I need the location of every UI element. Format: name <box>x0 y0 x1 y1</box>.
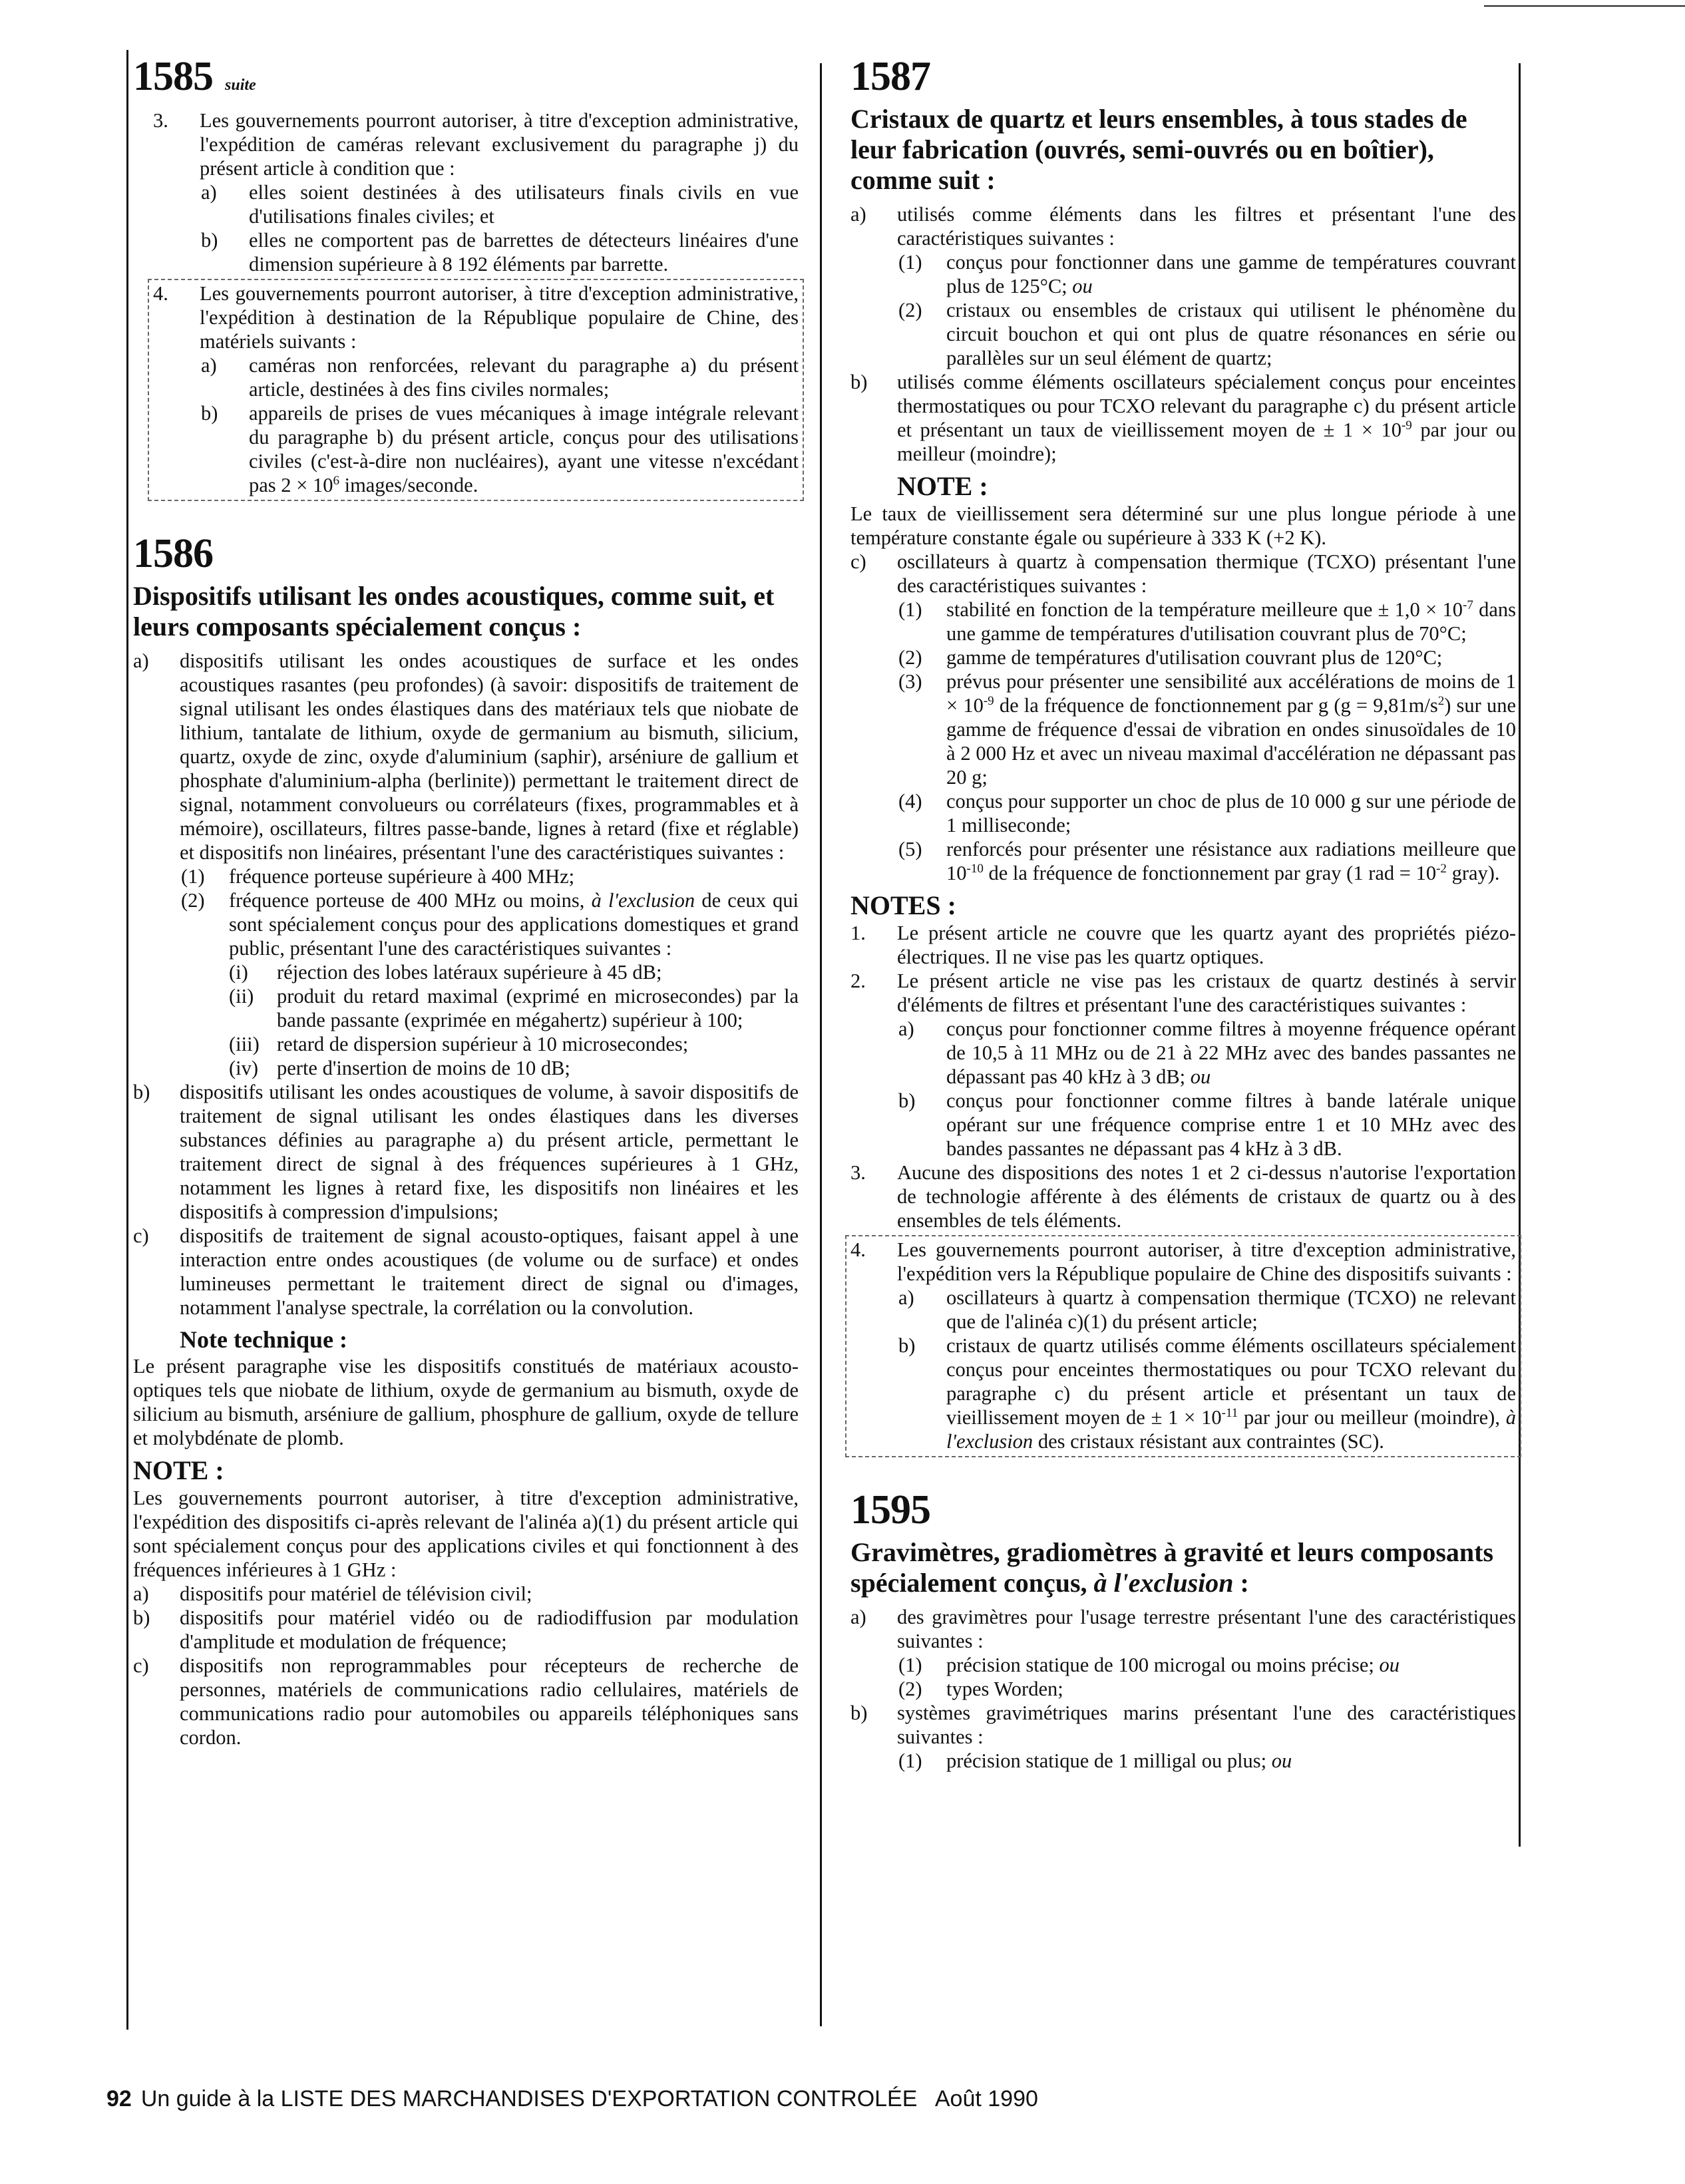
list-item: c) dispositifs non reprogrammables pour récepteurs de recherche de personnes, matériels de communications radio cellulaires, matériels de communications radio pour automobiles ou appareils téléphoniques sans cordon. <box>133 1654 799 1749</box>
note-text: Les gouvernements pourront autoriser, à titre d'exception administrative, l'expédition des dispositifs ci-après relevant de l'alinéa a)(1) du présent article qui sont spécialement conçus pour des applications civiles et qui fonctionnent à des fréquences inférieures à 1 GHz : <box>133 1487 799 1581</box>
list-item: (1) conçus pour fonctionner dans une gamme de températures couvrant plus de 125°C; ou <box>898 251 1516 297</box>
top-edge-line <box>1484 5 1685 7</box>
right-margin-rule <box>1519 63 1521 1847</box>
note-text: Le taux de vieillissement sera déterminé sur une plus longue période à une température constante égale ou supérieure à 333 K (+2 K). <box>850 502 1516 549</box>
list-item: (3) prévus pour présenter une sensibilité aux accélérations de moins de $1 \times 10^{-9}$ de la fréquence de fonctionnement par g $(g = 9,81m/s^2)$ sur une gamme de fréquence d'essai de vibration en ondes sinusoïdales de 10 à 2 000 Hz et avec un niveau maximal d'accélération ne dépassant pas 20 g; <box>898 670 1516 789</box>
list-item: (1) fréquence porteuse supérieure à 400 MHz; <box>181 865 575 888</box>
notes-heading: NOTES : <box>850 890 956 920</box>
list-item: a) caméras non renforcées, relevant du paragraphe a) du présent article, destinées à des fins civiles normales; <box>201 354 799 401</box>
list-item: b) systèmes gravimétriques marins présentant l'une des caractéristiques suivantes : <box>850 1702 1516 1748</box>
list-item: a) elles soient destinées à des utilisateurs finals civils en vue d'utilisations finales civiles; et <box>201 181 799 228</box>
list-item: 3. Aucune des dispositions des notes 1 et 2 ci-dessus n'autorise l'exportation de technologie afférente à des éléments de cristaux de quartz ou à des ensembles de tels éléments. <box>850 1161 1516 1232</box>
list-item: (i) réjection des lobes latéraux supérieure à 45 dB; <box>229 961 662 984</box>
suite-label: suite <box>225 77 256 94</box>
note-heading: NOTE : <box>897 471 988 501</box>
article-1586-title: Dispositifs utilisant les ondes acoustiques, comme suit, et leurs composants spécialement conçus : <box>133 581 775 641</box>
list-item: 1. Le présent article ne couvre que les quartz ayant des propriétés piézo-électriques. Il ne vise pas les quartz optiques. <box>850 922 1516 968</box>
article-1595-number: 1595 <box>850 1487 930 1533</box>
list-item: (2) types Worden; <box>898 1678 1063 1700</box>
article-1595-title: Gravimètres, gradiomètres à gravité et leurs composants spécialement conçus, à l'exclusion : <box>850 1537 1494 1598</box>
list-item: (1) précision statique de 1 milligal ou plus; ou <box>898 1749 1292 1772</box>
list-item: b) utilisés comme éléments oscillateurs spécialement conçus pour enceintes thermostatiques ou pour TCXO relevant du paragraphe c) du présent article et présentant un taux de vieillissement moyen de ± $1 \times 10^{-9}$ par jour ou meilleur (moindre); <box>850 371 1517 465</box>
technical-note-heading: Note technique : <box>180 1326 347 1353</box>
list-item: a) des gravimètres pour l'usage terrestre présentant l'une des caractéristiques suivantes : <box>850 1606 1516 1652</box>
list-item: b) dispositifs pour matériel vidéo ou de radiodiffusion par modulation d'amplitude et modulation de fréquence; <box>133 1606 799 1653</box>
list-item: a) utilisés comme éléments dans les filtres et présentant l'une des caractéristiques suivantes : <box>850 203 1516 250</box>
article-1587-number: 1587 <box>850 54 930 99</box>
right-column <box>850 53 1516 1773</box>
article-1587-title: Cristaux de quartz et leurs ensembles, à tous stades de leur fabrication (ouvrés, semi-ouvrés ou en boîtier), comme suit : <box>850 104 1467 195</box>
list-item: (2) gamme de températures d'utilisation couvrant plus de 120°C; <box>898 646 1443 669</box>
list-item: c) oscillateurs à quartz à compensation thermique (TCXO) présentant l'une des caractéristiques suivantes : <box>850 550 1516 597</box>
list-item: 2. Le présent article ne vise pas les cristaux de quartz destinés à servir d'éléments de filtres et présentant l'une des caractéristiques suivantes : <box>850 970 1516 1016</box>
page-footer <box>106 2086 1038 2112</box>
list-item: (1) stabilité en fonction de la température meilleure que ± $1,0 \times 10^{-7}$ dans une gamme de températures d'utilisation couvrant plus de 70°C; <box>898 598 1516 645</box>
page-number: 92 <box>106 2086 132 2111</box>
footer-text: Un guide à la LISTE DES MARCHANDISES D'EXPORTATION CONTROLÉE Août 1990 <box>140 2086 1038 2111</box>
list-item: 3. Les gouvernements pourront autoriser, à titre d'exception administrative, l'expédition de caméras relevant exclusivement du paragraphe j) du présent article à condition que : <box>153 109 799 180</box>
list-item: 4. Les gouvernements pourront autoriser, à titre d'exception administrative, l'expédition à destination de la République populaire de Chine, des matériels suivants : <box>153 282 799 353</box>
list-item: (5) renforcés pour présenter une résistance aux radiations meilleure que $10^{-10}$ de la fréquence de fonctionnement par gray (1 rad = $10^{-2}$ gray). <box>898 838 1516 884</box>
list-item: a) oscillateurs à quartz à compensation thermique (TCXO) ne relevant que de l'alinéa c)(1) du présent article; <box>898 1286 1516 1333</box>
list-item: (ii) produit du retard maximal (exprimé en microsecondes) par la bande passante (exprimée en mégahertz) supérieur à 100; <box>229 985 799 1031</box>
list-item: (2) fréquence porteuse de 400 MHz ou moins, à l'exclusion de ceux qui sont spécialement conçus pour des applications domestiques et grand public, présentant l'une des caractéristiques suivantes : <box>181 889 799 960</box>
list-item: a) dispositifs pour matériel de télévision civil; <box>133 1582 532 1605</box>
list-item: 4. Les gouvernements pourront autoriser, à titre d'exception administrative, l'expédition vers la République populaire de Chine des dispositifs suivants : <box>850 1238 1516 1285</box>
left-margin-rule <box>126 50 128 2030</box>
list-item: b) elles ne comportent pas de barrettes de détecteurs linéaires d'une dimension supérieure à 8 192 éléments par barrette. <box>201 229 799 275</box>
list-item: (4) conçus pour supporter un choc de plus de 10 000 g sur une période de 1 milliseconde; <box>898 790 1516 836</box>
list-item: b) conçus pour fonctionner comme filtres à bande latérale unique opérant sur une fréquence comprise entre 1 et 10 MHz avec des bandes passantes ne dépassant pas 4 kHz à 3 dB. <box>898 1089 1516 1160</box>
article-1585-number: 1585 suite <box>133 54 256 99</box>
list-item: (1) précision statique de 100 microgal ou moins précise; ou <box>898 1654 1400 1676</box>
amendment-box-1587 <box>845 1235 1521 1457</box>
center-column-rule <box>820 63 822 2026</box>
left-column <box>133 53 799 1749</box>
list-item: c) dispositifs de traitement de signal acousto-optiques, faisant appel à une interaction entre ondes acoustiques (de volume ou de surface) et ondes lumineuses permettant le traitement direct de signal ou d'images, notamment l'analyse spectrale, la corrélation ou la convolution. <box>133 1224 799 1319</box>
technical-note-text: Le présent paragraphe vise les dispositifs constitués de matériaux acousto-optiques tels que niobate de lithium, oxyde de germanium au bismuth, oxyde de silicium au bismuth, arséniure de gallium, phosphure de gallium, oxyde de tellure et molybdénate de plomb. <box>133 1355 799 1449</box>
list-item: a) dispositifs utilisant les ondes acoustiques de surface et les ondes acoustiques rasantes (peu profondes) (à savoir: dispositifs de traitement de signal utilisant les ondes élastiques dans des matériaux tels que niobate de lithium, tantalate de lithium, oxyde de germanium au bismuth, silicium, quartz, oxyde de zinc, oxyde d'aluminium (saphir), arséniure de gallium et phosphate d'aluminium-alpha (berlinite)) permettant le traitement direct de signal, notamment convolueurs ou corrélateurs (fixes, programmables et à mémoire), oscillateurs, filtres passe-bande, lignes à retard (fixe et réglable) et dispositifs non linéaires, présentant l'une des caractéristiques suivantes : <box>133 649 799 864</box>
list-item: (2) cristaux ou ensembles de cristaux qui utilisent le phénomène du circuit bouchon et qui ont plus de quatre résonances en série ou parallèles sur un seul élément de quartz; <box>898 299 1516 369</box>
list-item: b) dispositifs utilisant les ondes acoustiques de volume, à savoir dispositifs de traitement de signal utilisant les ondes élastiques dans les diverses substances définies au paragraphe a) du présent article, permettant le traitement direct de signal à des fréquences supérieures à 1 GHz, notamment les lignes à retard fixe, les dispositifs non linéaires et les dispositifs à compression d'impulsions; <box>133 1081 799 1223</box>
amendment-box-1585 <box>148 279 804 501</box>
list-item: b) cristaux de quartz utilisés comme éléments oscillateurs spécialement conçus pour enceintes thermostatiques ou pour TCXO relevant du paragraphe c) du présent article et présentant un taux de vieillissement moyen de ± $1 \times 10^{-11}$ par jour ou meilleur (moindre), à l'exclusion des cristaux résistant aux contraintes (SC). <box>898 1334 1516 1453</box>
list-item: b) appareils de prises de vues mécaniques à image intégrale relevant du paragraphe b) du présent article, conçus pour des utilisations civiles (c'est-à-dire non nucléaires), ayant une vitesse n'excédant pas $2 \times 10^6$ images/seconde. <box>201 402 799 496</box>
article-1586-number: 1586 <box>133 531 213 576</box>
list-item: (iii) retard de dispersion supérieur à 10 microsecondes; <box>229 1033 689 1055</box>
note-heading: NOTE : <box>133 1455 224 1485</box>
list-item: a) conçus pour fonctionner comme filtres à moyenne fréquence opérant de 10,5 à 11 MHz ou de 21 à 22 MHz avec des bandes passantes ne dépassant pas 40 kHz à 3 dB; ou <box>898 1017 1516 1088</box>
list-item: (iv) perte d'insertion de moins de 10 dB; <box>229 1057 570 1079</box>
